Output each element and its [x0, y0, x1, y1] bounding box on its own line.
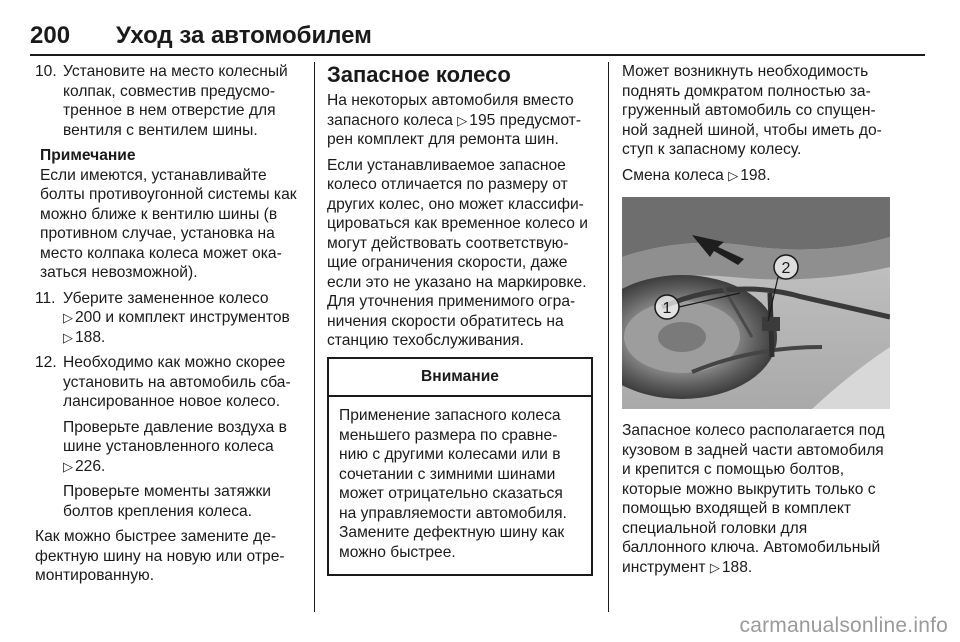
- paragraph: [327, 91, 593, 150]
- page-reference[interactable]: 226.: [75, 457, 106, 475]
- right-triangle-outline-icon: ▷: [63, 310, 73, 325]
- page-reference[interactable]: 200: [75, 309, 102, 326]
- closing-paragraph: Как можно быстрее замените дефектную шину на новую или отремонтированную.: [35, 528, 285, 584]
- paragraph: [622, 421, 890, 577]
- column-middle: [327, 62, 593, 576]
- spare-wheel-illustration: [622, 197, 890, 409]
- warning-box: [327, 357, 593, 577]
- note-text: Если имеются, устанавливайте болты противоугонной системы как можно ближе к вентилю шины (в противном случае, установка на место колпака колеса может оказаться невозможной).: [40, 166, 297, 281]
- right-triangle-outline-icon: ▷: [63, 329, 73, 345]
- text-fragment: Смена колеса: [622, 166, 724, 184]
- list-item-text: Необходимо как можно скорее установить на автомобиль сбалансированное новое колесо.: [63, 354, 291, 410]
- right-triangle-outline-icon: ▷: [63, 458, 73, 474]
- list-item-10: [35, 62, 303, 140]
- right-triangle-outline-icon: ▷: [709, 559, 720, 575]
- page-header: [30, 22, 925, 56]
- text-fragment: Проверьте давление воздуха в шине установленного колеса: [63, 418, 287, 455]
- column-right: [622, 62, 890, 577]
- list-item-12: [35, 353, 303, 521]
- callout-2-label: 2: [781, 260, 791, 277]
- note-block: [35, 146, 303, 283]
- list-item-text: [63, 289, 303, 348]
- page-reference[interactable]: 188.: [75, 328, 106, 346]
- list-item-subtext: Проверьте моменты затяжки болтов крепления колеса.: [63, 483, 271, 520]
- warning-text: Применение запасного колеса меньшего размера по сравнению с другими колесами или в сочетании с зимними шинами может отрицательно сказаться на управляемости автомобиля. Замените дефектную шину как можно быстрее.: [339, 407, 567, 561]
- list-item-number: 10.: [35, 63, 57, 80]
- watermark: carmanualsonline.info: [739, 614, 948, 637]
- page-title: Уход за автомобилем: [116, 22, 372, 49]
- text-fragment: Запасное колесо располагается под кузовом в задней части автомобиля и крепится с помощью болтов, которые можно выкрутить только с помощью входящей в комплект специальной головки для баллонного ключа. Автомобильный инструмент: [622, 422, 885, 576]
- warning-title: Внимание: [329, 359, 591, 398]
- page-reference[interactable]: 195: [469, 111, 496, 129]
- column-left: [35, 62, 303, 586]
- paragraph: [622, 166, 890, 186]
- page-reference[interactable]: 198.: [740, 166, 771, 184]
- text-fragment: предусмотрен комплект для ремонта шин.: [327, 111, 582, 148]
- page-reference[interactable]: 188.: [721, 558, 753, 576]
- text-fragment: Уберите замененное колесо: [63, 289, 269, 307]
- note-title: Примечание: [40, 147, 136, 164]
- text-fragment: и комплект инструментов: [105, 309, 290, 326]
- section-title: Запасное колесо: [327, 62, 511, 87]
- text-fragment: На некоторых автомобиля вместо запасного колеса: [327, 92, 574, 129]
- spare-wheel-photo: [622, 197, 890, 409]
- paragraph: Если устанавливаемое запасное колесо отличается по размеру от других колес, оно может классифицироваться как временное колесо и могут действовать соответствующие ограничения скорости, даже если это не указано на маркировке. Для уточнения применимого ограничения скорости обратитесь на станцию техобслуживания.: [327, 156, 588, 349]
- right-triangle-outline-icon: ▷: [728, 167, 739, 183]
- list-item-subtext: [63, 418, 303, 477]
- column-divider-2: [608, 62, 609, 612]
- header-rule: [30, 54, 925, 56]
- list-item-number: 11.: [35, 289, 56, 307]
- page-number: 200: [30, 22, 71, 49]
- column-divider-1: [314, 62, 315, 612]
- paragraph: Может возникнуть необходимость поднять домкратом полностью загруженный автомобиль со спущенной задней шиной, чтобы иметь доступ к запасному колесу.: [622, 63, 882, 158]
- list-item-text: Установите на место колесный колпак, совместив предусмотренное в нем отверстие для вентиля с вентилем шины.: [63, 63, 288, 139]
- right-triangle-outline-icon: ▷: [457, 112, 468, 128]
- list-item-11: [35, 289, 303, 348]
- list-item-number: 12.: [35, 354, 57, 371]
- callout-1-label: 1: [662, 300, 672, 317]
